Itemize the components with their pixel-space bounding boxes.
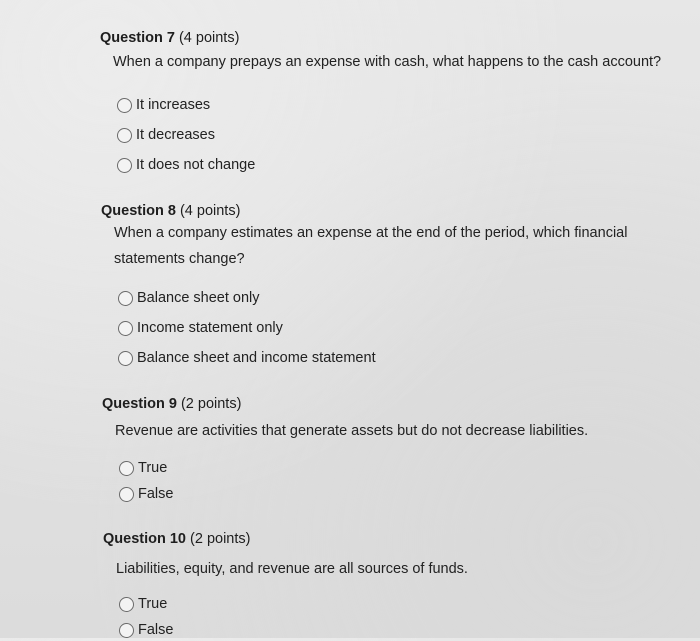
question-prompt: When a company estimates an expense at the end of the period, which financial statements change? <box>114 225 628 267</box>
answer-option[interactable] <box>119 593 167 615</box>
answer-option[interactable] <box>117 154 255 176</box>
option-label: False <box>138 486 174 502</box>
option-label: Income statement only <box>137 320 283 336</box>
question-heading <box>101 202 240 220</box>
question-heading <box>100 29 239 47</box>
question-points: (2 points) <box>180 396 242 412</box>
option-label: True <box>138 460 168 476</box>
question-points: (4 points) <box>179 203 241 219</box>
question-heading <box>103 530 250 548</box>
question-prompt: Liabilities, equity, and revenue are all sources of funds. <box>116 561 468 577</box>
answer-option[interactable] <box>118 347 376 369</box>
option-label: False <box>138 622 174 638</box>
option-label: It decreases <box>136 127 215 143</box>
question-number: Question 10 <box>103 531 186 547</box>
answer-option[interactable] <box>117 124 215 146</box>
answer-option[interactable] <box>118 317 283 339</box>
radio-button[interactable] <box>119 597 134 612</box>
answer-option[interactable] <box>119 483 173 505</box>
option-label: It does not change <box>136 157 256 173</box>
option-label: It increases <box>136 97 211 113</box>
question-points: (4 points) <box>178 30 240 46</box>
radio-button[interactable] <box>119 487 134 502</box>
radio-button[interactable] <box>118 351 133 366</box>
question-prompt: Revenue are activities that generate assets but do not decrease liabilities. <box>115 423 589 439</box>
radio-button[interactable] <box>118 291 133 306</box>
answer-option[interactable] <box>119 457 167 479</box>
question-number: Question 9 <box>102 396 177 412</box>
question-heading <box>102 395 241 413</box>
option-label: Balance sheet and income statement <box>137 350 376 366</box>
radio-button[interactable] <box>119 461 134 476</box>
radio-button[interactable] <box>119 623 134 638</box>
option-label: Balance sheet only <box>137 290 260 306</box>
radio-button[interactable] <box>117 158 132 173</box>
radio-button[interactable] <box>117 128 132 143</box>
question-points: (2 points) <box>190 531 251 547</box>
question-prompt: When a company prepays an expense with cash, what happens to the cash account? <box>113 54 662 70</box>
radio-button[interactable] <box>117 98 132 113</box>
option-label: True <box>138 596 168 612</box>
answer-option[interactable] <box>118 287 260 309</box>
question-number: Question 7 <box>100 30 175 46</box>
radio-button[interactable] <box>118 321 133 336</box>
answer-option[interactable] <box>117 94 210 116</box>
question-number: Question 8 <box>101 203 176 219</box>
